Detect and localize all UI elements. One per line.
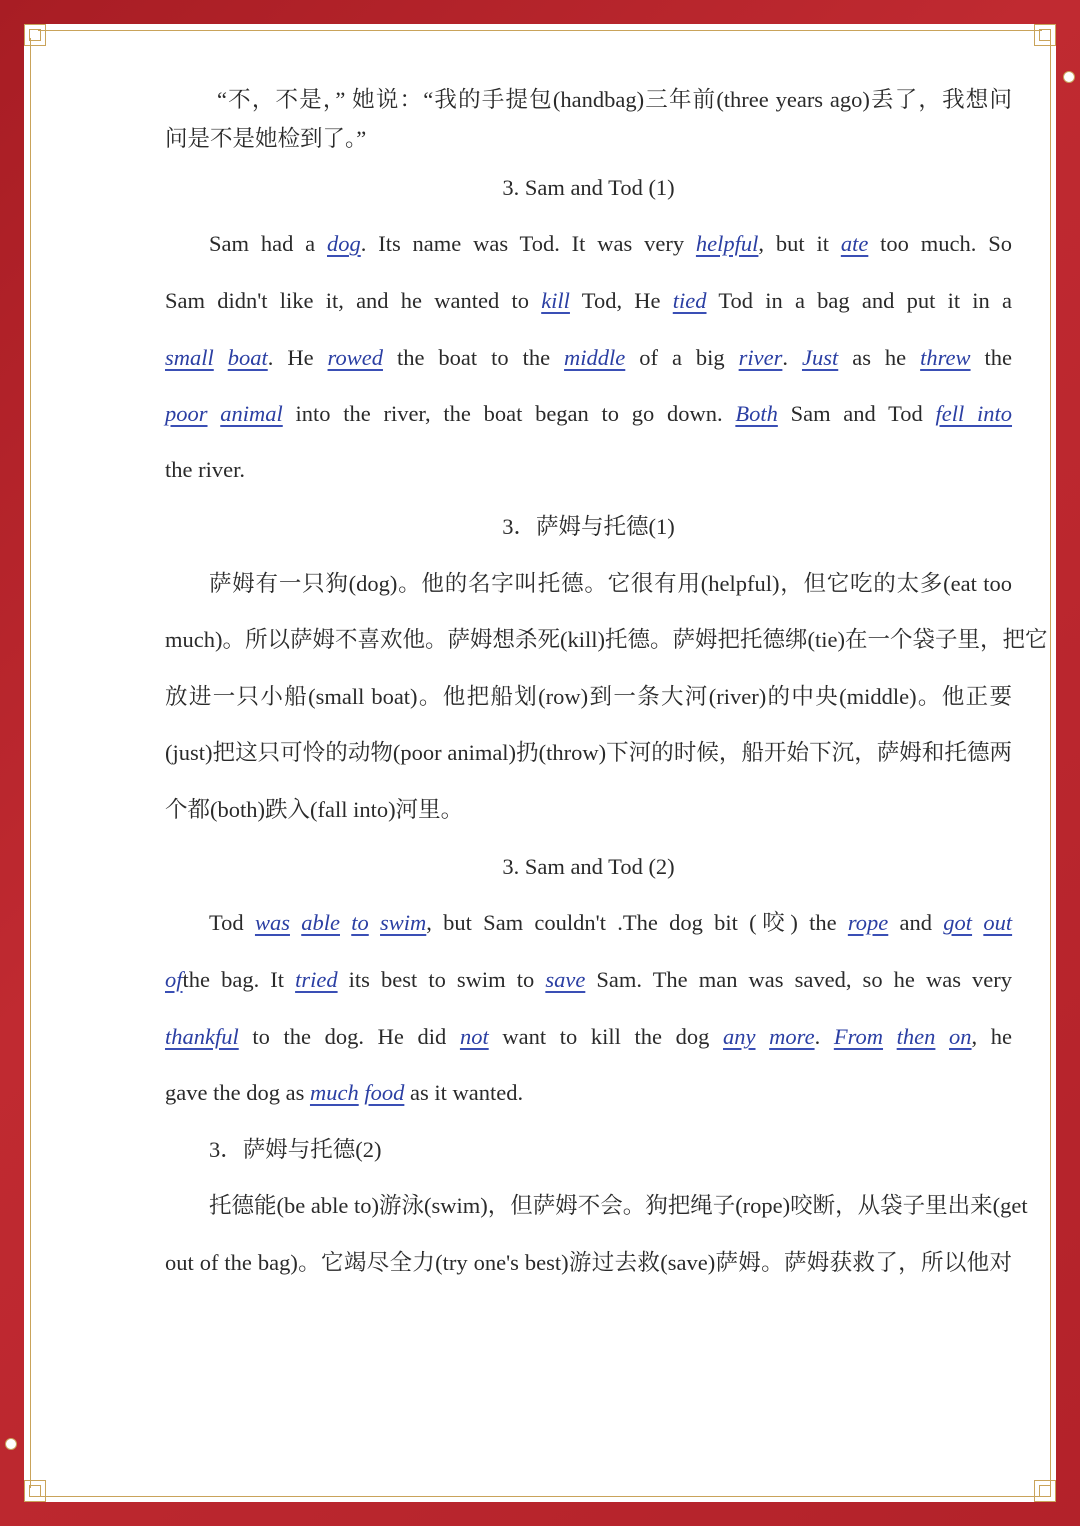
handwritten-word: of <box>165 967 183 992</box>
section-heading <box>165 1132 1056 1168</box>
text-line <box>165 679 1012 715</box>
corner-ornament-icon <box>24 24 46 46</box>
handwritten-word: food <box>364 1080 405 1105</box>
handwritten-word: out <box>983 910 1013 935</box>
handwritten-word: boat <box>227 345 268 370</box>
handwritten-word: fell into <box>935 401 1013 426</box>
text-run: “不，不是，” 她说：“我的手提包(handbag)三年前(three years ago)丢了，我想问 <box>217 87 1012 112</box>
text-run: 萨姆有一只狗(dog)。他的名字叫托德。它很有用(helpful)，但它吃的太多(eat too <box>209 571 1012 596</box>
handwritten-word: ate <box>840 231 869 256</box>
gold-border-bottom <box>38 1496 1042 1497</box>
text-run: Sam had a <box>209 231 316 256</box>
text-line <box>165 82 1012 118</box>
text-run: the river. <box>165 457 245 482</box>
text-line <box>165 1188 1028 1224</box>
handwritten-word: on <box>949 1024 972 1049</box>
handwritten-word: was <box>254 910 290 935</box>
handwritten-word: not <box>459 1024 489 1049</box>
text-line <box>165 121 1012 157</box>
text-run: out of the bag)。它竭尽全力(try one's best)游过去救(save)萨姆。萨姆获救了，所以他对 <box>165 1250 1012 1275</box>
text-run: and <box>899 910 933 935</box>
handwritten-word: rowed <box>327 345 383 370</box>
text-line <box>165 905 1012 941</box>
text-run: into the river, the boat began to go down. <box>295 401 723 426</box>
handwritten-word: dog <box>327 231 361 256</box>
text-line <box>165 1075 1012 1111</box>
text-run: . <box>814 1024 821 1049</box>
handwritten-word: helpful <box>695 231 759 256</box>
handwritten-word: threw <box>920 345 971 370</box>
text-line <box>165 1019 1012 1055</box>
ring-ornament-icon <box>1063 71 1075 83</box>
corner-ornament-icon <box>1034 24 1056 46</box>
text-line <box>165 1245 1012 1281</box>
handwritten-word: From <box>833 1024 884 1049</box>
text-line <box>165 283 1012 319</box>
text-run: Sam and Tod <box>790 401 923 426</box>
handwritten-word: any <box>723 1024 756 1049</box>
text-line <box>165 622 1048 658</box>
text-run: Sam. The man was saved, so he was very <box>596 967 1013 992</box>
ring-ornament-icon <box>5 1438 17 1450</box>
section-heading <box>165 849 1012 885</box>
heading-text: 3．萨姆与托德(1) <box>502 514 675 539</box>
text-line <box>165 340 1012 376</box>
section-heading <box>165 509 1012 545</box>
handwritten-word: kill <box>541 288 570 313</box>
text-line <box>165 396 1012 432</box>
handwritten-word: save <box>545 967 586 992</box>
text-line <box>165 962 1012 998</box>
handwritten-word: small <box>165 345 214 370</box>
text-line <box>165 566 1012 602</box>
heading-text: 3. Sam and Tod (1) <box>502 175 675 200</box>
text-run: the bag. It <box>182 967 285 992</box>
text-run: its best to swim to <box>348 967 535 992</box>
handwritten-word: poor <box>165 401 208 426</box>
text-run: to the dog. He did <box>252 1024 447 1049</box>
text-line <box>165 226 1012 262</box>
text-line <box>165 735 1012 771</box>
handwritten-word: rope <box>847 910 889 935</box>
handwritten-word: middle <box>564 345 626 370</box>
handwritten-word: Both <box>735 401 778 426</box>
text-run: as he <box>852 345 907 370</box>
text-run: 个都(both)跌入(fall into)河里。 <box>165 797 464 822</box>
text-run: want to kill the dog <box>502 1024 710 1049</box>
corner-ornament-icon <box>24 1480 46 1502</box>
text-run: Tod in a bag and put it in a <box>718 288 1013 313</box>
handwritten-word: tied <box>672 288 707 313</box>
text-run: , but Sam couldn't .The dog bit (咬) the <box>426 910 837 935</box>
text-run: . He <box>267 345 314 370</box>
heading-text: 3. Sam and Tod (2) <box>502 854 675 879</box>
text-run: much)。所以萨姆不喜欢他。萨姆想杀死(kill)托德。萨姆把托德绑(tie)在一个袋子里，把它 <box>165 627 1048 652</box>
handwritten-word: much <box>309 1080 359 1105</box>
text-run: , but it <box>758 231 829 256</box>
heading-text: 3．萨姆与托德(2) <box>209 1137 382 1162</box>
text-run: too much. So <box>880 231 1012 256</box>
text-run: 放进一只小船(small boat)。他把船划(row)到一条大河(river)的中央(middle)。他正要 <box>165 684 1012 709</box>
handwritten-word: river <box>738 345 783 370</box>
text-line <box>165 452 1012 488</box>
text-run: gave the dog as <box>165 1080 305 1105</box>
handwritten-word: able <box>301 910 340 935</box>
section-heading <box>165 170 1012 206</box>
text-run: . <box>782 345 789 370</box>
text-run: Sam didn't like it, and he wanted to <box>165 288 529 313</box>
handwritten-word: Just <box>801 345 839 370</box>
gold-border-right <box>1050 38 1051 1488</box>
handwritten-word: swim <box>380 910 427 935</box>
text-run: of a big <box>639 345 725 370</box>
text-run: the <box>984 345 1013 370</box>
text-run: (just)把这只可怜的动物(poor animal)扔(throw)下河的时候，船开始下沉，萨姆和托德两 <box>165 740 1012 765</box>
handwritten-word: more <box>769 1024 815 1049</box>
text-run: as it wanted. <box>409 1080 524 1105</box>
handwritten-word: to <box>351 910 369 935</box>
text-run: 问是不是她检到了。” <box>165 126 367 151</box>
gold-border-left <box>30 38 31 1488</box>
handwritten-word: got <box>943 910 973 935</box>
text-line <box>165 792 1012 828</box>
handwritten-word: tried <box>295 967 338 992</box>
text-run: , he <box>971 1024 1013 1049</box>
handwritten-word: thankful <box>165 1024 239 1049</box>
text-run: Tod, He <box>581 288 661 313</box>
text-run: Tod <box>209 910 244 935</box>
handwritten-word: animal <box>220 401 283 426</box>
text-run: the boat to the <box>396 345 551 370</box>
gold-border-top <box>38 30 1042 31</box>
text-run: 托德能(be able to)游泳(swim)，但萨姆不会。狗把绳子(rope)咬断，从袋子里出来(get <box>209 1193 1028 1218</box>
corner-ornament-icon <box>1034 1480 1056 1502</box>
text-run: . Its name was Tod. It was very <box>360 231 685 256</box>
handwritten-word: then <box>896 1024 936 1049</box>
